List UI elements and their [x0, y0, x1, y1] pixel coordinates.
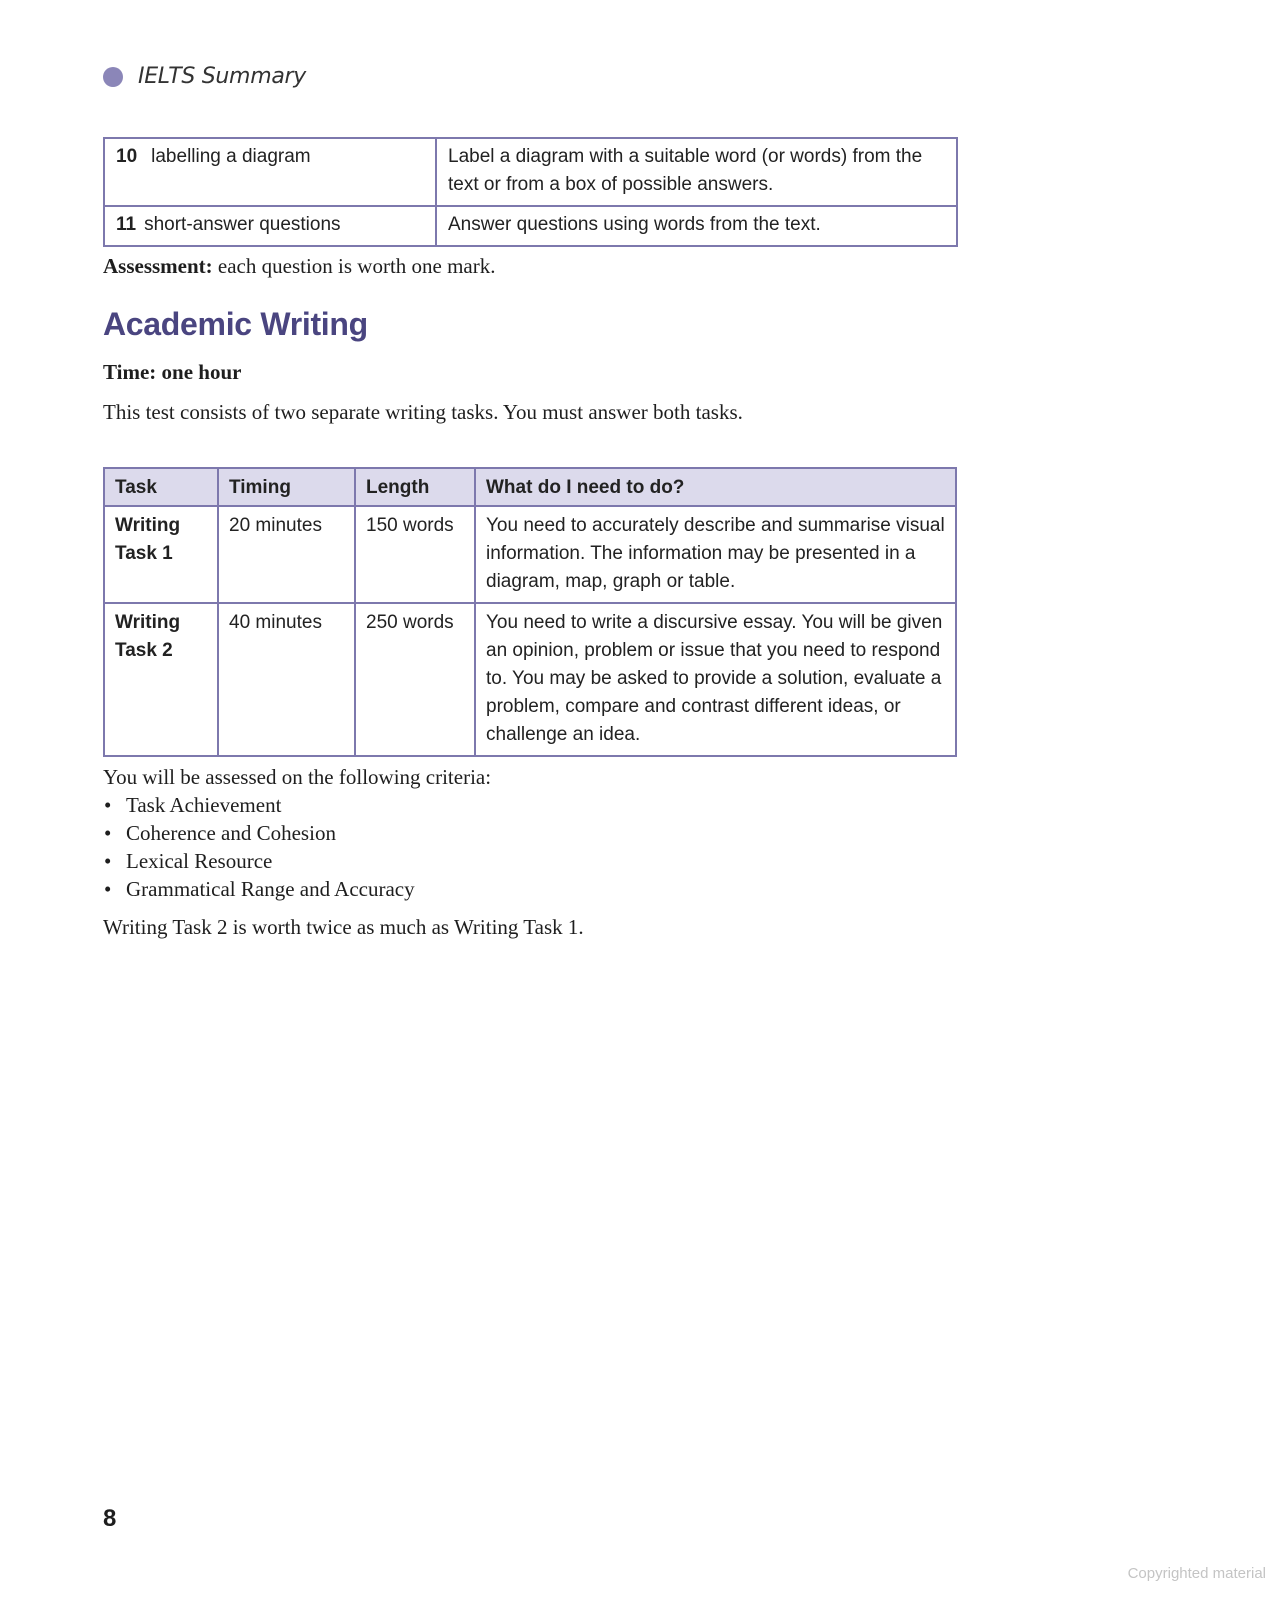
timing-cell: 40 minutes — [218, 603, 355, 756]
length-cell: 250 words — [355, 603, 475, 756]
column-header-timing: Timing — [218, 468, 355, 506]
section-intro: This test consists of two separate writing tasks. You must answer both tasks. — [103, 400, 743, 424]
section-title: Academic Writing — [103, 306, 368, 342]
bullet-dot-icon — [103, 67, 123, 87]
running-head — [103, 64, 306, 89]
reading-question-types-table — [103, 137, 958, 247]
writing-tasks-table — [103, 467, 957, 757]
timing-cell: 20 minutes — [218, 506, 355, 603]
page-number: 8 — [103, 1505, 117, 1532]
criteria-list — [103, 791, 491, 903]
table-row — [104, 506, 956, 603]
question-type: labelling a diagram — [151, 146, 311, 167]
question-number: 10 — [116, 146, 138, 167]
column-header-length: Length — [355, 468, 475, 506]
column-header-description: What do I need to do? — [475, 468, 956, 506]
table-row — [104, 603, 956, 756]
criteria-block — [103, 763, 491, 903]
question-description: Label a diagram with a suitable word (or words) from the text or from a box of possible answers. — [436, 138, 957, 206]
question-type-cell — [104, 138, 436, 206]
description-cell: You need to accurately describe and summarise visual information. The information may be presented in a diagram, map, graph or table. — [475, 506, 956, 603]
table-row — [104, 138, 957, 206]
criteria-item: • Grammatical Range and Accuracy — [103, 875, 491, 903]
criteria-item: • Lexical Resource — [103, 847, 491, 875]
task-name-cell — [104, 506, 218, 603]
running-title: IELTS Summary — [138, 64, 306, 89]
criteria-item: • Task Achievement — [103, 791, 491, 819]
table-row — [104, 206, 957, 246]
weighting-note: Writing Task 2 is worth twice as much as Writing Task 1. — [103, 915, 584, 939]
assessment-note — [103, 254, 496, 279]
criteria-item: • Coherence and Cohesion — [103, 819, 491, 847]
task-name-cell — [104, 603, 218, 756]
table-header-row — [104, 468, 956, 506]
question-description: Answer questions using words from the text. — [436, 206, 957, 246]
task-name-line2: Task 2 — [115, 640, 173, 661]
description-cell: You need to write a discursive essay. You will be given an opinion, problem or issue that you need to respond to. You may be asked to provide a solution, evaluate a problem, compare and contrast different ideas, or challenge an idea. — [475, 603, 956, 756]
copyright-watermark: Copyrighted material — [1127, 1565, 1266, 1582]
question-number: 11 — [116, 214, 137, 235]
task-name-line1: Writing — [115, 612, 181, 633]
column-header-task: Task — [104, 468, 218, 506]
time-allowed: Time: one hour — [103, 360, 242, 384]
assessment-label: Assessment: — [103, 254, 213, 278]
question-type: short-answer questions — [144, 214, 341, 235]
task-name-line1: Writing — [115, 515, 181, 536]
criteria-intro: You will be assessed on the following criteria: — [103, 765, 492, 789]
task-name-line2: Task 1 — [115, 543, 173, 564]
question-type-cell — [104, 206, 436, 246]
length-cell: 150 words — [355, 506, 475, 603]
assessment-text: each question is worth one mark. — [212, 254, 496, 278]
